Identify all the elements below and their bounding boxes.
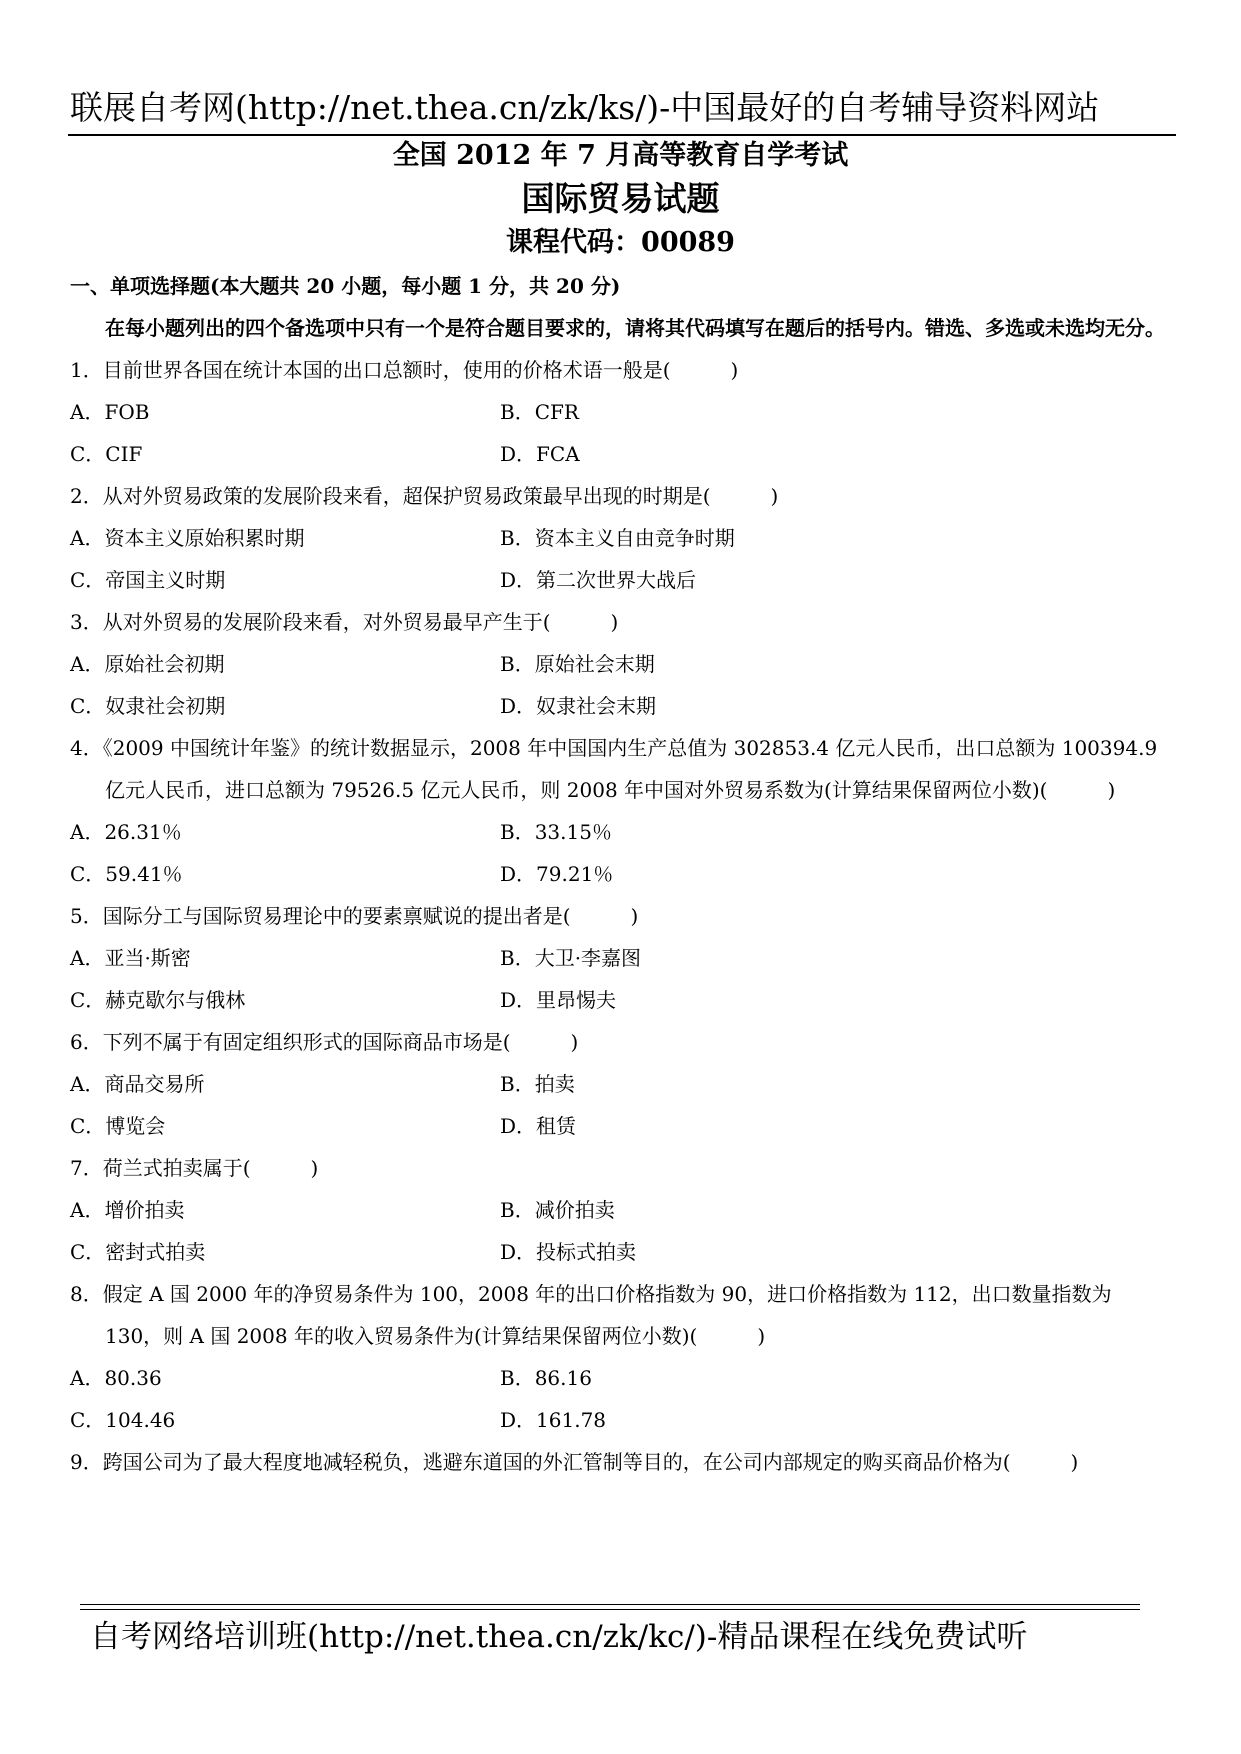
option-row	[70, 433, 1170, 475]
option-row	[70, 979, 1170, 1021]
answer-option: A．增价拍卖	[70, 1198, 185, 1222]
course-code: 课程代码：00089	[506, 227, 735, 258]
exam-content	[70, 265, 1170, 1483]
option-row	[70, 853, 1170, 895]
question-text: 1．目前世界各国在统计本国的出口总额时，使用的价格术语一般是( )	[70, 358, 739, 382]
section-title: 一、单项选择题(本大题共 20 小题，每小题 1 分，共 20 分)	[70, 274, 621, 298]
question-text: 9．跨国公司为了最大程度地减轻税负，逃避东道国的外汇管制等目的，在公司内部规定的购买商品价格为( )	[70, 1450, 1079, 1474]
section-instruction: 在每小题列出的四个备选项中只有一个是符合题目要求的，请将其代码填写在题后的括号内。错选、多选或未选均无分。	[105, 316, 1165, 340]
answer-option: B．减价拍卖	[500, 1198, 615, 1222]
answer-option: C．奴隶社会初期	[70, 694, 226, 718]
answer-option: B．原始社会末期	[500, 652, 655, 676]
option-row	[70, 1357, 1170, 1399]
answer-option: C．CIF	[70, 442, 143, 466]
answer-option: D．投标式拍卖	[500, 1240, 637, 1264]
question-text: 2．从对外贸易政策的发展阶段来看，超保护贸易政策最早出现的时期是( )	[70, 484, 779, 508]
answer-option: B．CFR	[500, 400, 579, 424]
exam-session-title: 全国 2012 年 7 月高等教育自学考试	[392, 140, 849, 171]
option-row	[70, 937, 1170, 979]
answer-option: C．赫克歇尔与俄林	[70, 988, 246, 1012]
answer-option: A．亚当·斯密	[70, 946, 191, 970]
answer-option: A．FOB	[70, 400, 150, 424]
option-row	[70, 1189, 1170, 1231]
site-header: 联展自考网(http://net.thea.cn/zk/ks/)-中国最好的自考辅导资料网站	[70, 88, 1100, 127]
option-row	[70, 1231, 1170, 1273]
footer-divider	[80, 1604, 1140, 1610]
answer-option: D．FCA	[500, 442, 580, 466]
answer-option: C．博览会	[70, 1114, 166, 1138]
answer-option: A．26.31％	[70, 820, 182, 844]
answer-option: D．奴隶社会末期	[500, 694, 657, 718]
question-text: 8．假定 A 国 2000 年的净贸易条件为 100，2008 年的出口价格指数为 90，进口价格指数为 112，出口数量指数为 130，则 A 国 2008 年的收入贸易条件为(计算结果保留两位小数)( )	[70, 1282, 1112, 1348]
option-row	[70, 811, 1170, 853]
question-text: 5．国际分工与国际贸易理论中的要素禀赋说的提出者是( )	[70, 904, 639, 928]
answer-option: D．161.78	[500, 1408, 607, 1432]
exam-title-block	[0, 136, 1241, 264]
question-text: 6．下列不属于有固定组织形式的国际商品市场是( )	[70, 1030, 579, 1054]
question-text: 3．从对外贸易的发展阶段来看，对外贸易最早产生于( )	[70, 610, 619, 634]
answer-option: C．密封式拍卖	[70, 1240, 206, 1264]
option-row	[70, 1399, 1170, 1441]
answer-option: B．33.15％	[500, 820, 612, 844]
answer-option: C．104.46	[70, 1408, 176, 1432]
site-footer: 自考网络培训班(http://net.thea.cn/zk/kc/)-精品课程在线免费试听	[90, 1619, 1028, 1655]
answer-option: C．帝国主义时期	[70, 568, 226, 592]
option-row	[70, 685, 1170, 727]
question-text: 7．荷兰式拍卖属于( )	[70, 1156, 319, 1180]
option-row	[70, 517, 1170, 559]
question-text: 4．《2009 中国统计年鉴》的统计数据显示，2008 年中国国内生产总值为 302853.4 亿元人民币，出口总额为 100394.9 亿元人民币，进口总额为 79526.5 亿元人民币，则 2008 年中国对外贸易系数为(计算结果保留两位小数)( )	[70, 736, 1158, 802]
answer-option: C．59.41％	[70, 862, 183, 886]
answer-option: B．大卫·李嘉图	[500, 946, 642, 970]
answer-option: A．资本主义原始积累时期	[70, 526, 305, 550]
answer-option: A．80.36	[70, 1366, 162, 1390]
option-row	[70, 391, 1170, 433]
answer-option: B．拍卖	[500, 1072, 575, 1096]
option-row	[70, 559, 1170, 601]
answer-option: B．86.16	[500, 1366, 592, 1390]
answer-option: D．第二次世界大战后	[500, 568, 697, 592]
answer-option: A．商品交易所	[70, 1072, 205, 1096]
question-list	[70, 349, 1170, 1483]
answer-option: A．原始社会初期	[70, 652, 225, 676]
exam-subject-title: 国际贸易试题	[521, 179, 720, 218]
option-row	[70, 643, 1170, 685]
answer-option: D．79.21％	[500, 862, 614, 886]
answer-option: D．租赁	[500, 1114, 577, 1138]
option-row	[70, 1063, 1170, 1105]
option-row	[70, 1105, 1170, 1147]
answer-option: B．资本主义自由竞争时期	[500, 526, 735, 550]
answer-option: D．里昂惕夫	[500, 988, 617, 1012]
